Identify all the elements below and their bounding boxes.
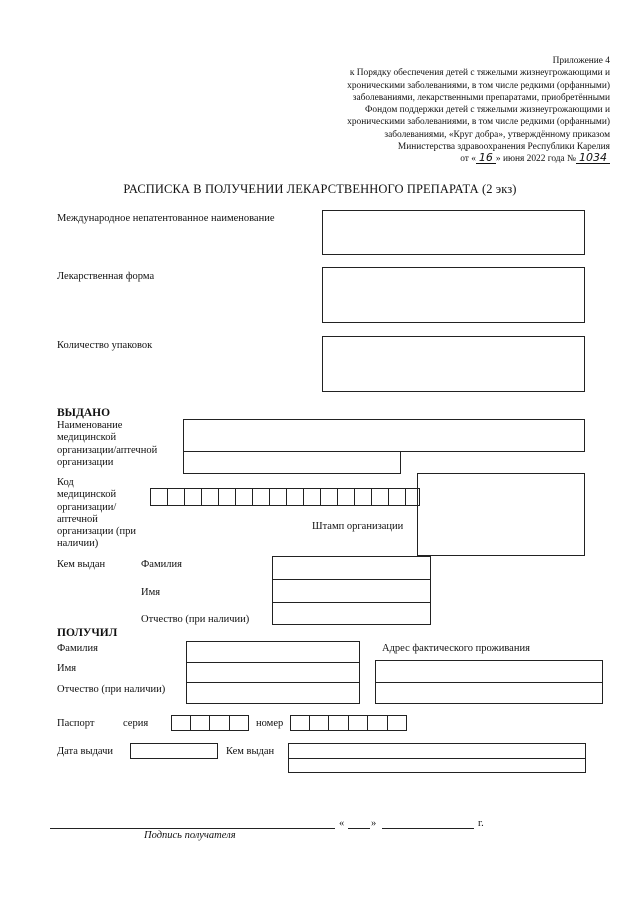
issuer-surname-label: Фамилия [141, 559, 182, 570]
number-cell[interactable] [348, 715, 368, 731]
issued-by-label: Кем выдан [57, 559, 106, 570]
series-cell[interactable] [190, 715, 210, 731]
header-line: хроническими заболеваниями, в том числе редкими (орфанными) [347, 117, 610, 128]
org-code-cell[interactable] [201, 488, 219, 506]
header-line: Министерства здравоохранения Республики Карелия [397, 142, 610, 153]
org-code-cell[interactable] [167, 488, 185, 506]
series-label: серия [123, 718, 149, 729]
issuer-patronymic-label: Отчество (при наличии) [141, 614, 250, 625]
org-code-cell[interactable] [303, 488, 321, 506]
header-line: к Порядку обеспечения детей с тяжелыми жизнеугрожающими и [349, 68, 610, 79]
org-code-label-line: организации/ [57, 501, 117, 513]
header-line: хроническими заболеваниями, в том числе редкими (орфанными) [347, 80, 610, 91]
issue-date-field[interactable] [130, 743, 218, 759]
org-code-label-line: наличии) [57, 538, 99, 550]
number-cell[interactable] [387, 715, 407, 731]
dosage-form-field[interactable] [322, 267, 585, 323]
header-line: заболеваниями, «Круг добра», утверждённому приказом [384, 129, 610, 140]
number-cell[interactable] [367, 715, 388, 731]
appendix-header [270, 55, 610, 166]
org-code-cell[interactable] [388, 488, 406, 506]
date-prefix: от « [460, 154, 476, 165]
passport-label: Паспорт [57, 718, 95, 729]
signature-line[interactable] [50, 828, 335, 829]
passport-issued-by-label: Кем выдан [226, 746, 275, 757]
recipient-fio-field[interactable] [186, 641, 360, 704]
stamp-box[interactable] [417, 473, 585, 556]
org-code-cell[interactable] [337, 488, 355, 506]
issue-date-label: Дата выдачи [57, 746, 114, 757]
recipient-divider [187, 662, 359, 663]
passport-series-cells[interactable] [171, 715, 249, 731]
org-code-label-line: организации (при [57, 526, 136, 538]
address-field[interactable] [375, 660, 603, 704]
org-name-label-line: организации [57, 456, 114, 468]
header-line: Фондом поддержки детей с тяжелыми жизнеугрожающими и [364, 105, 610, 116]
passport-issued-by-field[interactable] [288, 743, 586, 773]
issued-heading: ВЫДАНО [57, 407, 111, 419]
received-heading: ПОЛУЧИЛ [57, 627, 118, 639]
org-code-cell[interactable] [150, 488, 168, 506]
number-cell[interactable] [328, 715, 349, 731]
document-title: РАСПИСКА В ПОЛУЧЕНИИ ЛЕКАРСТВЕННОГО ПРЕПАРАТА (2 экз) [123, 182, 517, 196]
org-name-label [57, 420, 157, 469]
org-code-label-line: медицинской [57, 489, 117, 501]
packages-label: Количество упаковок [57, 340, 153, 351]
address-label: Адрес фактического проживания [382, 643, 530, 654]
signature-day-line[interactable] [348, 828, 370, 829]
recipient-patronymic-label: Отчество (при наличии) [57, 684, 166, 695]
date-middle: » июня 2022 года № [495, 154, 576, 165]
year-suffix: г. [478, 818, 484, 829]
number-cell[interactable] [309, 715, 329, 731]
dosage-form-label: Лекарственная форма [57, 271, 155, 282]
number-label: номер [256, 718, 284, 729]
order-number-handwritten: 1034 [576, 153, 610, 164]
org-code-label-line: аптечной [57, 513, 98, 525]
org-name-field-line2[interactable] [183, 451, 401, 474]
org-code-cell[interactable] [371, 488, 389, 506]
org-code-cell[interactable] [184, 488, 202, 506]
org-code-label-line: Код [57, 477, 74, 488]
signature-month-line[interactable] [382, 828, 474, 829]
header-line: заболеваниями, лекарственными препаратами, приобретёнными [352, 92, 610, 103]
date-quote-close: » [371, 818, 377, 829]
org-code-cells[interactable] [150, 488, 420, 506]
org-code-cell[interactable] [252, 488, 270, 506]
issuer-divider [273, 602, 430, 603]
org-name-label-line: организации/аптечной [57, 444, 158, 456]
header-date-line [270, 153, 610, 165]
org-name-field[interactable] [183, 419, 585, 452]
issued-by-divider [289, 758, 585, 759]
issuer-divider [273, 579, 430, 580]
recipient-divider [187, 682, 359, 683]
org-name-label-line: медицинской [57, 432, 117, 444]
signature-caption: Подпись получателя [144, 830, 236, 841]
date-quote-open: « [339, 818, 345, 829]
header-line: Приложение 4 [552, 56, 610, 66]
org-code-cell[interactable] [320, 488, 338, 506]
org-code-cell[interactable] [269, 488, 287, 506]
packages-field[interactable] [322, 336, 585, 392]
inn-label: Международное непатентованное наименование [57, 213, 275, 224]
date-day-handwritten: 16 [476, 153, 496, 164]
org-code-cell[interactable] [218, 488, 236, 506]
recipient-surname-label: Фамилия [57, 643, 98, 654]
org-code-cell[interactable] [235, 488, 253, 506]
org-name-label-line: Наименование [57, 420, 123, 431]
org-code-cell[interactable] [354, 488, 372, 506]
series-cell[interactable] [209, 715, 230, 731]
recipient-name-label: Имя [57, 663, 77, 674]
series-cell[interactable] [171, 715, 191, 731]
org-code-cell[interactable] [286, 488, 304, 506]
issuer-name-label: Имя [141, 587, 161, 598]
passport-number-cells[interactable] [290, 715, 407, 731]
org-code-label [57, 477, 136, 551]
address-divider [376, 682, 602, 683]
stamp-label: Штамп организации [312, 521, 404, 532]
series-cell[interactable] [229, 715, 249, 731]
inn-field[interactable] [322, 210, 585, 255]
issuer-fio-field[interactable] [272, 556, 431, 625]
number-cell[interactable] [290, 715, 310, 731]
